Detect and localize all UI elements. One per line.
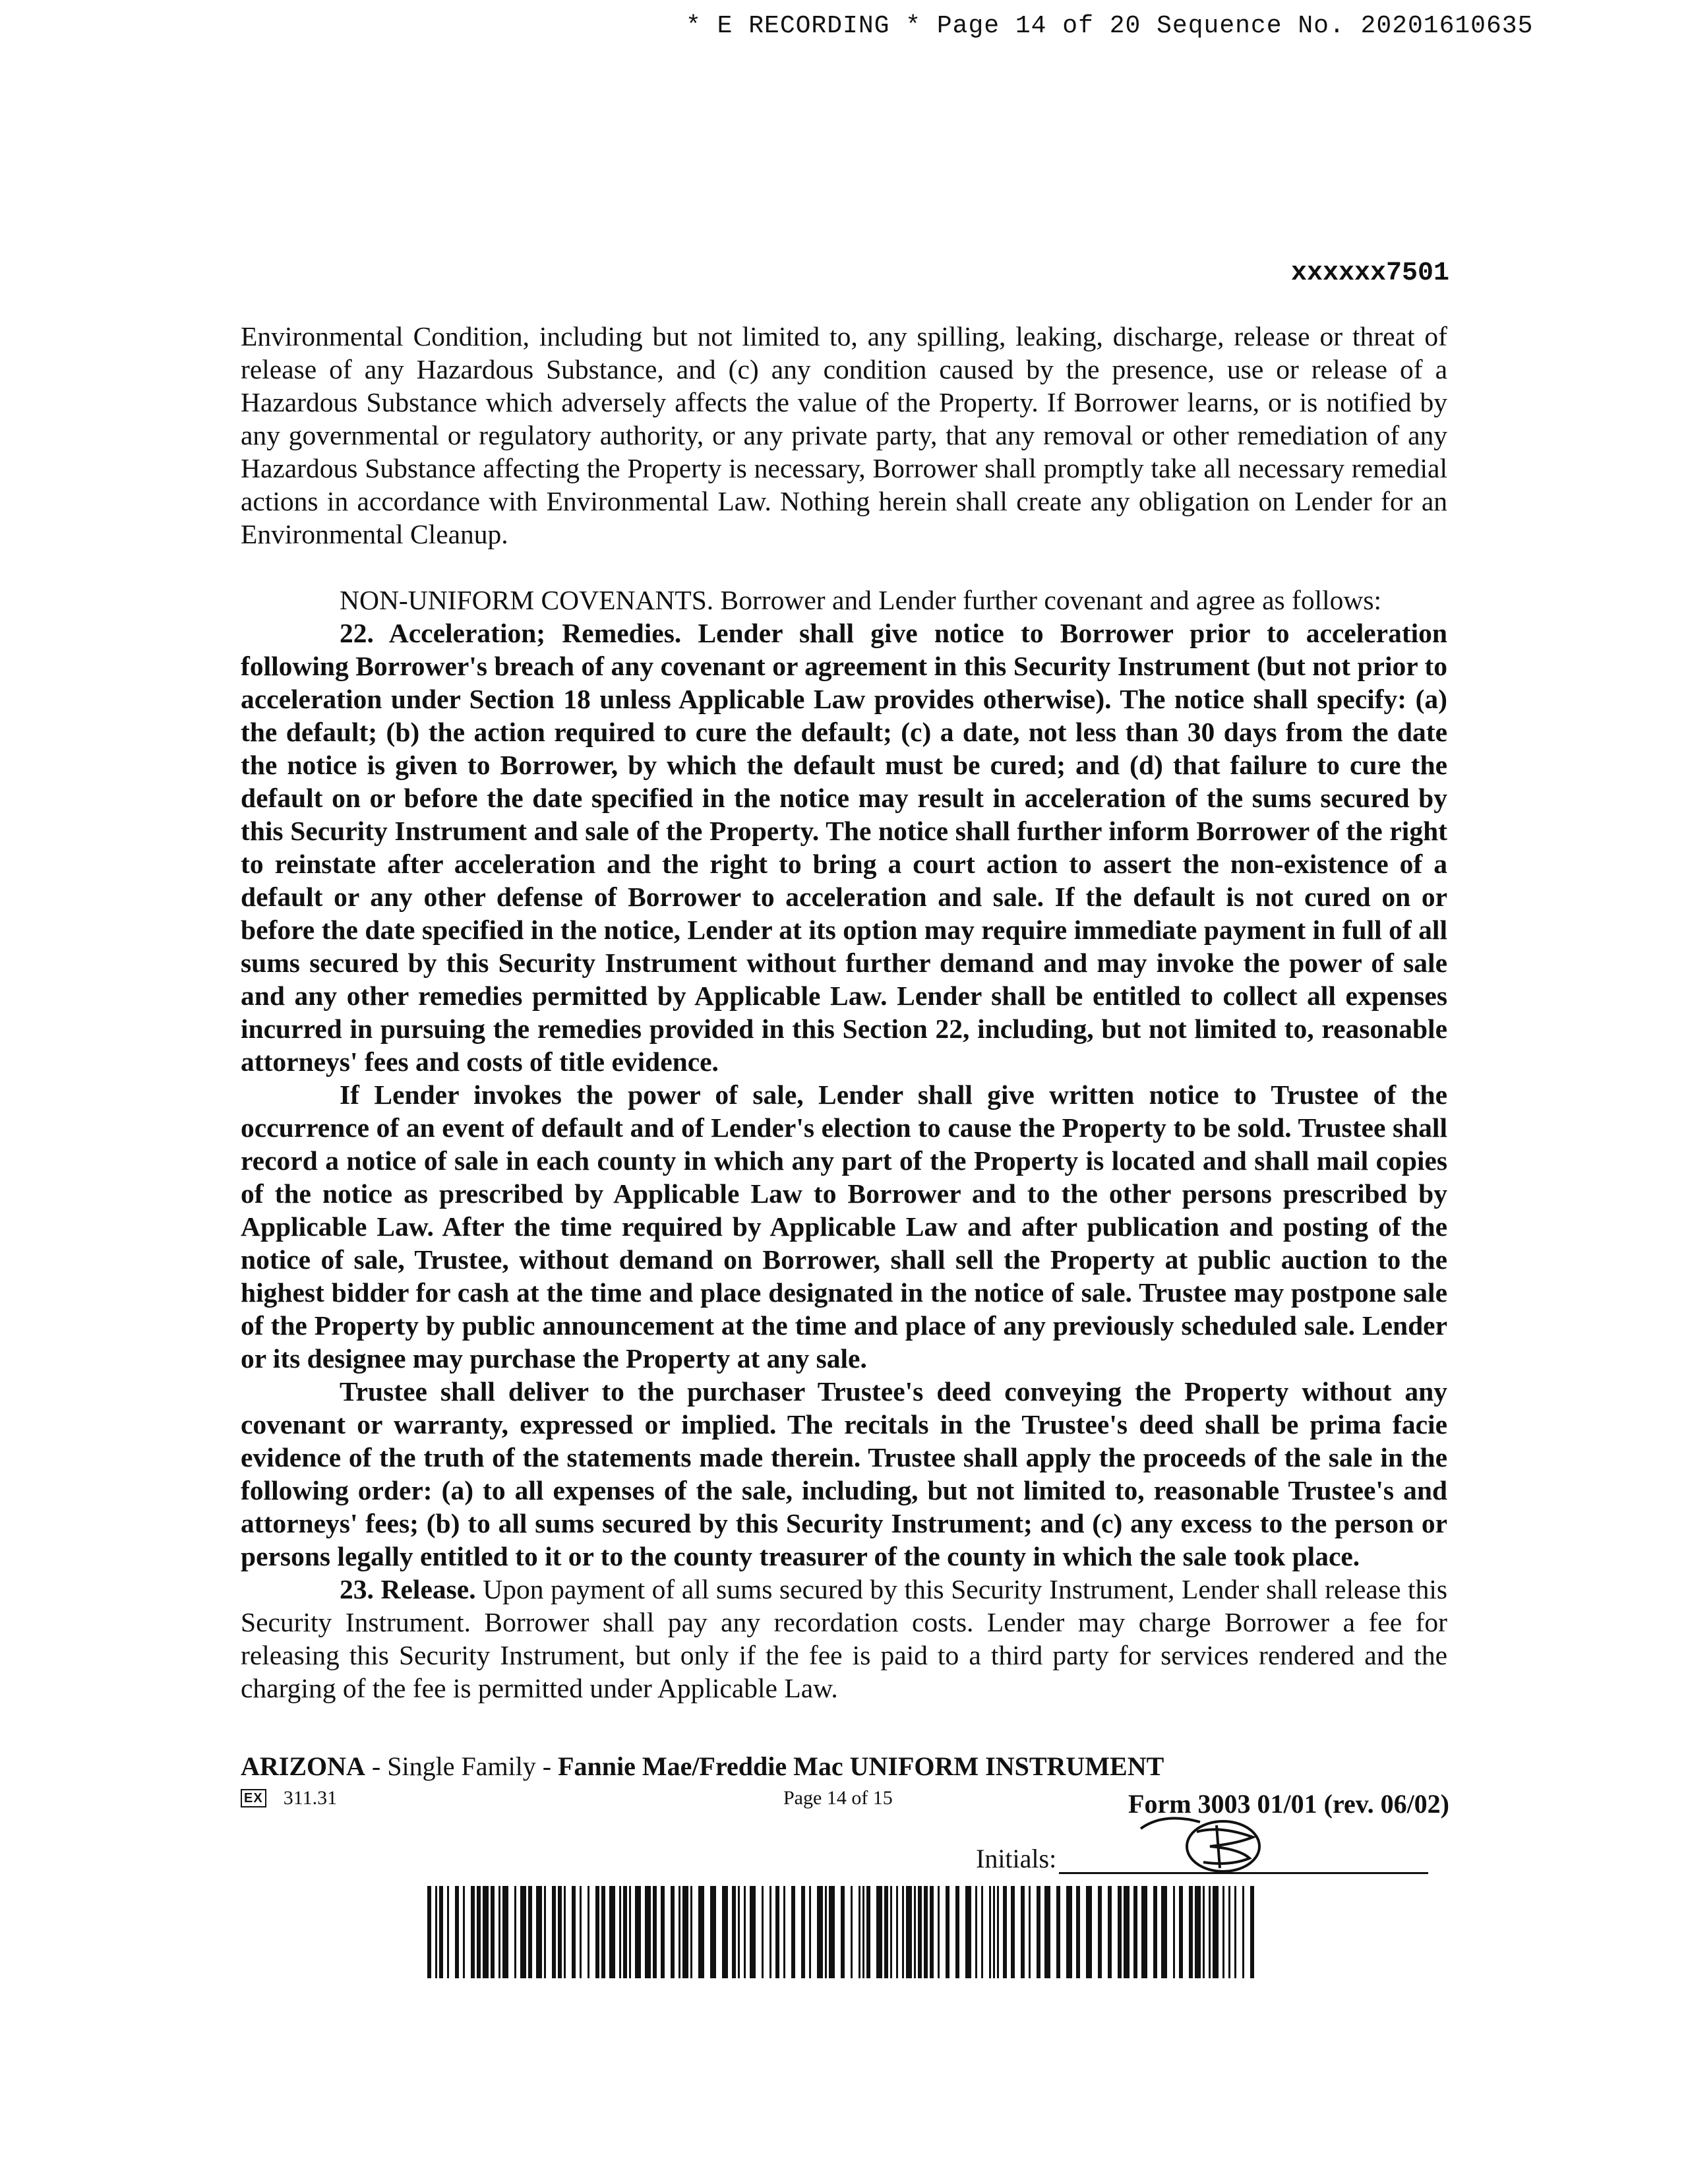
trustee-deed-paragraph: Trustee shall deliver to the purchaser Trustee's deed conveying the Property without any covenant or warranty, expressed or implied. The recitals in the Trustee's deed shall be prima facie evidence of the truth of the statements made therein. Trustee shall apply the proceeds of the sale in the following order: (a) to all expenses of the sale, including, but not limited to, reasonable Trustee's and attorneys' fees; (b) to all sums secured by this Security Instrument; and (c) any excess to the person or persons legally entitled to it or to the county treasurer of the county in which the sale took place. [241, 1376, 1447, 1571]
page-number: Page 14 of 15 [783, 1787, 893, 1809]
form-number: Form 3003 01/01 (rev. 06/02) [1128, 1789, 1449, 1819]
section-23-heading: 23. Release. [340, 1574, 476, 1604]
document-body [241, 320, 1447, 1705]
section-22-paragraph [241, 617, 1447, 1078]
footer-title [241, 1751, 1164, 1782]
ellie-mae-logo-icon: EX [241, 1789, 266, 1807]
footer-state: ARIZONA [241, 1751, 365, 1781]
section-23-text: Upon payment of all sums secured by this Security Instrument, Lender shall release this Security Instrument. Borrower shall pay any recordation costs. Lender may charge Borrower a fee for releasing this Security Instrument, but only if the fee is paid to a third party for services rendered and the charging of the fee is permitted under Applicable Law. [241, 1574, 1447, 1703]
section-23-paragraph [241, 1573, 1447, 1705]
power-of-sale-paragraph: If Lender invokes the power of sale, Lender shall give written notice to Trustee of the occurrence of an event of default and of Lender's election to cause the Property to be sold. Trustee shall record a notice of sale in each county in which any part of the Property is located and shall mail copies of the notice as prescribed by Applicable Law to Borrower and to the other persons prescribed by Applicable Law. After the time required by Applicable Law and after publication and posting of the notice of sale, Trustee, without demand on Borrower, shall sell the Property at public auction to the highest bidder for cash at the time and place designated in the notice of sale. Trustee may postpone sale of the Property by public announcement at the time and place of any previously scheduled sale. Lender or its designee may purchase the Property at any sale. [241, 1079, 1447, 1374]
form-code-number: 311.31 [283, 1787, 338, 1809]
loan-number: xxxxxx7501 [1290, 258, 1449, 288]
barcode-icon [427, 1886, 1255, 1978]
environmental-paragraph: Environmental Condition, including but not limited to, any spilling, leaking, discharge, release or threat of release of any Hazardous Substance, and (c) any condition caused by the presence, use or release of a Hazardous Substance which adversely affects the value of the Property. If Borrower learns, or is notified by any governmental or regulatory authority, or any private party, that any removal or other remediation of any Hazardous Substance affecting the Property is necessary, Borrower shall promptly take all necessary remedial actions in accordance with Environmental Law. Nothing herein shall create any obligation on Lender for an Environmental Cleanup. [241, 321, 1447, 549]
footer-separator: - Single Family - [365, 1751, 558, 1781]
footer-instrument: Fannie Mae/Freddie Mac UNIFORM INSTRUMENT [558, 1751, 1164, 1781]
recording-header: * E RECORDING * Page 14 of 20 Sequence No. 20201610635 [686, 12, 1534, 40]
form-code [241, 1787, 337, 1809]
non-uniform-covenants-heading: NON-UNIFORM COVENANTS. Borrower and Lender further covenant and agree as follows: [340, 585, 1382, 615]
handwritten-initials-icon [1137, 1805, 1289, 1878]
initials-label: Initials: [976, 1844, 1057, 1873]
section-22-heading: 22. Acceleration; Remedies. [340, 618, 682, 648]
section-22-text: Lender shall give notice to Borrower prior to acceleration following Borrower's breach of any covenant or agreement in this Security Instrument (but not prior to acceleration under Section 18 unless Applicable Law provides otherwise). The notice shall specify: (a) the default; (b) the action required to cure the default; (c) a date, not less than 30 days from the date the notice is given to Borrower, by which the default must be cured; and (d) that failure to cure the default on or before the date specified in the notice may result in acceleration of the sums secured by this Security Instrument and sale of the Property. The notice shall further inform Borrower of the right to reinstate after acceleration and the right to bring a court action to assert the non-existence of a default or any other defense of Borrower to acceleration and sale. If the default is not cured on or before the date specified in the notice, Lender at its option may require immediate payment in full of all sums secured by this Security Instrument without further demand and may invoke the power of sale and any other remedies permitted by Applicable Law. Lender shall be entitled to collect all expenses incurred in pursuing the remedies provided in this Section 22, including, but not limited to, reasonable attorneys' fees and costs of title evidence. [241, 618, 1448, 1077]
